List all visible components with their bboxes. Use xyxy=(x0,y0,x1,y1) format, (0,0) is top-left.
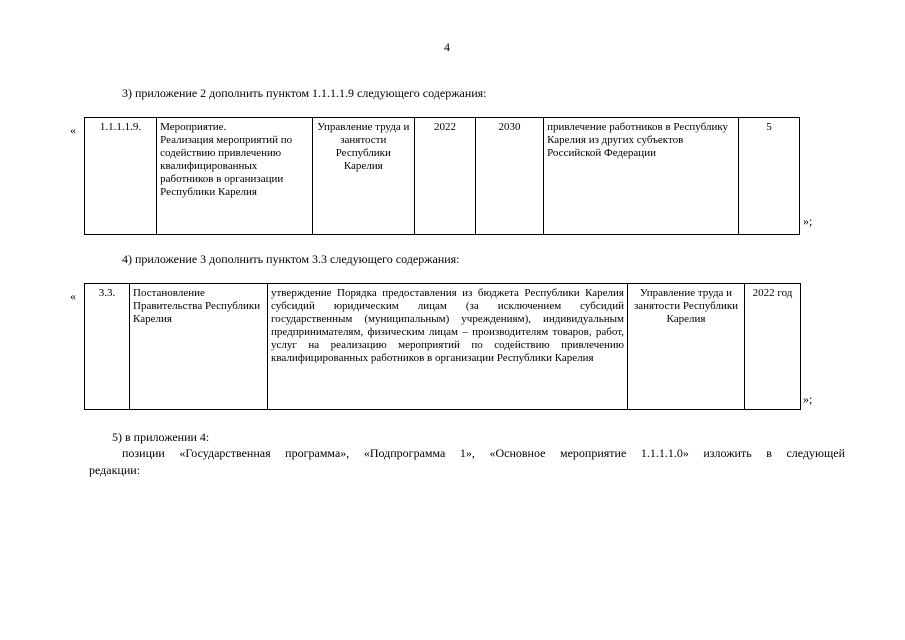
item4-intro: 4) приложение 3 дополнить пунктом 3.3 следующего содержания: xyxy=(122,252,460,266)
table1-row xyxy=(85,118,800,235)
table1-cell-result: привлечение работников в Республику Карелия из других субъектов Российской Федерации xyxy=(544,118,739,235)
table1-cell-executor: Управление труда и занятости Республики Карелия xyxy=(312,118,415,235)
item5-text-line1 xyxy=(122,446,845,460)
table1-cell-end-year: 2030 xyxy=(476,118,544,235)
item5-text-line1-content: позиции «Государственная программа», «Подпрограмма 1», «Основное мероприятие 1.1.1.1.0» изложить в следующей xyxy=(122,446,845,460)
item5-intro: 5) в приложении 4: xyxy=(112,430,210,444)
table2-cell-number: 3.3. xyxy=(85,284,130,410)
table2 xyxy=(84,283,801,410)
table1-open-quote: « xyxy=(70,123,76,137)
table1 xyxy=(84,117,800,235)
table2-open-quote: « xyxy=(70,289,76,303)
table1-cell-event: Мероприятие. Реализация мероприятий по содействию привлечению квалифицированных работников в организации Республики Карелия xyxy=(157,118,312,235)
table2-cell-executor: Управление труда и занятости Республики Карелия xyxy=(628,284,745,410)
table1-cell-indicator: 5 xyxy=(739,118,800,235)
table2-cell-content: утверждение Порядка предоставления из бюджета Республики Карелия субсидий юридическим лицам (за исключением субсидий государственным (муниципальным) учреждениям), индивидуальным предпринимателям, физическим лицам – производителям товаров, работ, услуг на реализацию мероприятий по содействию привлечению квалифицированных работников в организации Республики Карелия xyxy=(268,284,628,410)
page-number: 4 xyxy=(444,40,450,54)
table2-cell-deadline: 2022 год xyxy=(745,284,801,410)
table1-close-quote: »; xyxy=(803,214,813,228)
table1-cell-start-year: 2022 xyxy=(415,118,476,235)
item3-intro: 3) приложение 2 дополнить пунктом 1.1.1.1.9 следующего содержания: xyxy=(122,86,487,100)
table2-row xyxy=(85,284,801,410)
table2-close-quote: »; xyxy=(803,392,813,406)
table1-cell-number: 1.1.1.1.9. xyxy=(85,118,157,235)
item5-text-line2: редакции: xyxy=(89,463,141,477)
table2-cell-document: Постановление Правительства Республики Карелия xyxy=(130,284,268,410)
